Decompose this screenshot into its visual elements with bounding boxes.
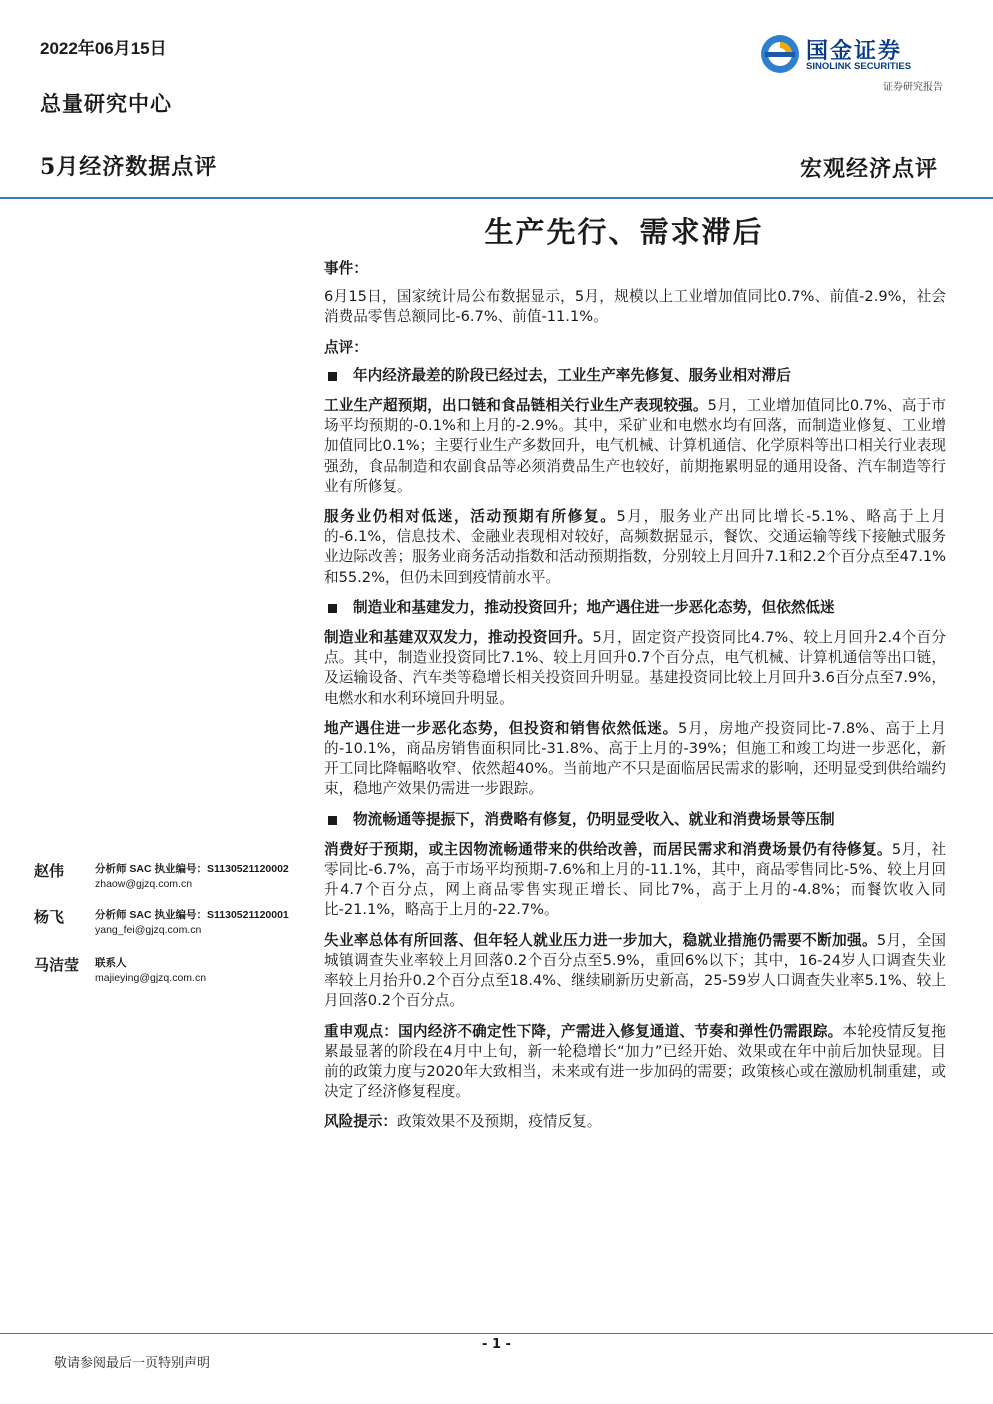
paragraph-text: 5月，房地产投资同比-7.8%、高于上月的-10.1%，商品房销售面积同比-31.8%、高于上月的-39%；但施工和竣工均进一步恶化，新开工同比降幅略收窄、依然超40%。当前地产不只是面临居民需求的影响，还明显受到供给端约束，稳地产效果仍需进一步跟踪。	[324, 719, 946, 798]
paragraph-lead: 工业生产超预期，出口链和食品链相关行业生产表现较强。	[324, 397, 708, 415]
bullet-square-icon	[328, 372, 337, 381]
section-heading	[324, 366, 946, 386]
page-number: - 1 -	[482, 1337, 511, 1352]
section-heading	[324, 810, 946, 830]
event-text: 6月15日，国家统计局公布数据显示，5月，规模以上工业增加值同比0.7%、前值-2.9%，社会消费品零售总额同比-6.7%、前值-11.1%。	[324, 288, 946, 326]
section-heading-text: 制造业和基建发力，推动投资回升；地产遇住进一步恶化态势，但依然低迷	[353, 598, 835, 616]
event-label: 事件：	[324, 260, 368, 277]
logo-english-name: SINOLINK SECURITIES	[806, 61, 912, 72]
paragraph-lead: 服务业仍相对低迷，活动预期有所修复。	[324, 508, 617, 526]
paragraph-text: 5月，社零同比-6.7%，高于市场平均预期-7.6%和上月的-11.1%，其中，商品零售同比-5%、较上月回升4.7个百分点，网上商品零售实现正增长、同比7%，高于上月的-4.8%；而餐饮收入同比-21.1%，略高于上月的-22.7%。	[324, 840, 946, 919]
analyst-title: 分析师 SAC 执业编号：S1130521120001	[95, 909, 289, 921]
analyst-title: 联系人	[95, 957, 127, 969]
comment-label: 点评：	[324, 338, 368, 356]
header-divider	[0, 197, 993, 199]
bullet-square-icon	[328, 604, 337, 613]
disclaimer-note: 敬请参阅最后一页特别声明	[54, 1356, 211, 1371]
footer-divider	[0, 1333, 993, 1334]
report-title: 生产先行、需求滞后	[484, 215, 764, 249]
paragraph-text: 5月，全国城镇调查失业率较上月回落0.2个百分点至5.9%，重回6%以下；其中，16-24岁人口调查失业率较上月抬升0.2个百分点至18.4%、继续刷新历史新高，25-59岁人口调查失业率5.1%、较上月回落0.2个百分点。	[324, 931, 946, 1010]
report-type: 宏观经济点评	[799, 156, 938, 182]
paragraph	[324, 396, 946, 497]
analyst-name: 杨飞	[34, 908, 65, 926]
logo-subtitle: 证券研究报告	[883, 82, 943, 93]
paragraph-text: 5月，服务业产出同比增长-5.1%、略高于上月的-6.1%，信息技术、金融业表现相对较好，高频数据显示，餐饮、交通运输等线下接触式服务业边际改善；服务业商务活动指数和活动预期指数，分别较上月回升7.1和2.2个百分点至47.1%和55.2%，但仍未回到疫情前水平。	[324, 508, 946, 586]
paragraph-lead: 制造业和基建双双发力，推动投资回升。	[324, 629, 593, 647]
paragraph	[324, 628, 946, 709]
report-topic: 5月经济数据点评	[40, 154, 218, 180]
key-view	[324, 1022, 946, 1103]
report-body	[324, 259, 946, 1143]
paragraph-text: 5月，固定资产投资同比4.7%、较上月回升2.4个百分点。其中，制造业投资同比7.1%、较上月回升0.7个百分点，电气机械、计算机通信等出口链，及运输设备、汽车类等稳增长相关投资回升明显。基建投资同比较上月回升3.6百分点至7.9%，电燃水和水利环境回升明显。	[324, 629, 946, 707]
risk-text: 政策效果不及预期，疫情反复。	[396, 1113, 602, 1131]
paragraph-lead: 失业率总体有所回落、但年轻人就业压力进一步加大，稳就业措施仍需要不断加强。	[324, 931, 877, 949]
analyst-email[interactable]: zhaow@gjzq.com.cn	[95, 878, 193, 890]
analyst-info	[95, 908, 289, 938]
bullet-square-icon	[328, 816, 337, 825]
analyst-email[interactable]: majieying@gjzq.com.cn	[95, 972, 207, 984]
section-heading-text: 物流畅通等提振下，消费略有修复，仍明显受收入、就业和消费场景等压制	[353, 810, 835, 828]
analyst-info	[95, 956, 206, 986]
paragraph	[324, 507, 946, 588]
analyst-name: 马洁莹	[34, 956, 80, 974]
paragraph	[324, 719, 946, 800]
key-view-text: 本轮疫情反复拖累最显著的阶段在4月中上旬，新一轮稳增长“加力”已经开始、效果或在年中前后加快显现。目前的政策力度与2020年大致相当，未来或有进一步加码的需要；政策核心或在激励机制重建，或决定了经济修复程度。	[324, 1022, 946, 1101]
analyst-title: 分析师 SAC 执业编号：S1130521120002	[95, 863, 289, 875]
analyst-card	[34, 906, 314, 946]
paragraph-text: 5月，工业增加值同比0.7%、高于市场平均预期的-0.1%和上月的-2.9%。其中，采矿业和电燃水均有回落，而制造业修复、工业增加值同比0.1%；主要行业生产多数回升，电气机械、计算机通信、化学原料等出口相关行业表现强劲，食品制造和农副食品等必须消费品生产也较好，前期拖累明显的通用设备、汽车制造等行业有所修复。	[324, 397, 946, 495]
research-center: 总量研究中心	[40, 91, 172, 116]
analyst-card	[34, 860, 314, 900]
section-heading-text: 年内经济最差的阶段已经过去，工业生产率先修复、服务业相对滞后	[353, 366, 791, 384]
report-date: 2022年06月15日	[40, 39, 167, 58]
paragraph	[324, 840, 946, 921]
risk-warning	[324, 1112, 946, 1132]
key-view-lead: 重申观点：国内经济不确定性下降，产需进入修复通道、节奏和弹性仍需跟踪。	[324, 1022, 843, 1040]
section-heading	[324, 598, 946, 618]
analyst-card	[34, 954, 314, 994]
analyst-info	[95, 862, 289, 892]
risk-label: 风险提示：	[324, 1113, 397, 1131]
paragraph	[324, 931, 946, 1012]
analyst-email[interactable]: yang_fei@gjzq.com.cn	[95, 924, 202, 936]
paragraph-lead: 地产遇住进一步恶化态势，但投资和销售依然低迷。	[324, 719, 679, 737]
analyst-name: 赵伟	[34, 862, 65, 880]
logo-chinese-name: 国金证券	[806, 39, 903, 64]
paragraph-lead: 消费好于预期，或主因物流畅通带来的供给改善，而居民需求和消费场景仍有待修复。	[324, 840, 892, 858]
